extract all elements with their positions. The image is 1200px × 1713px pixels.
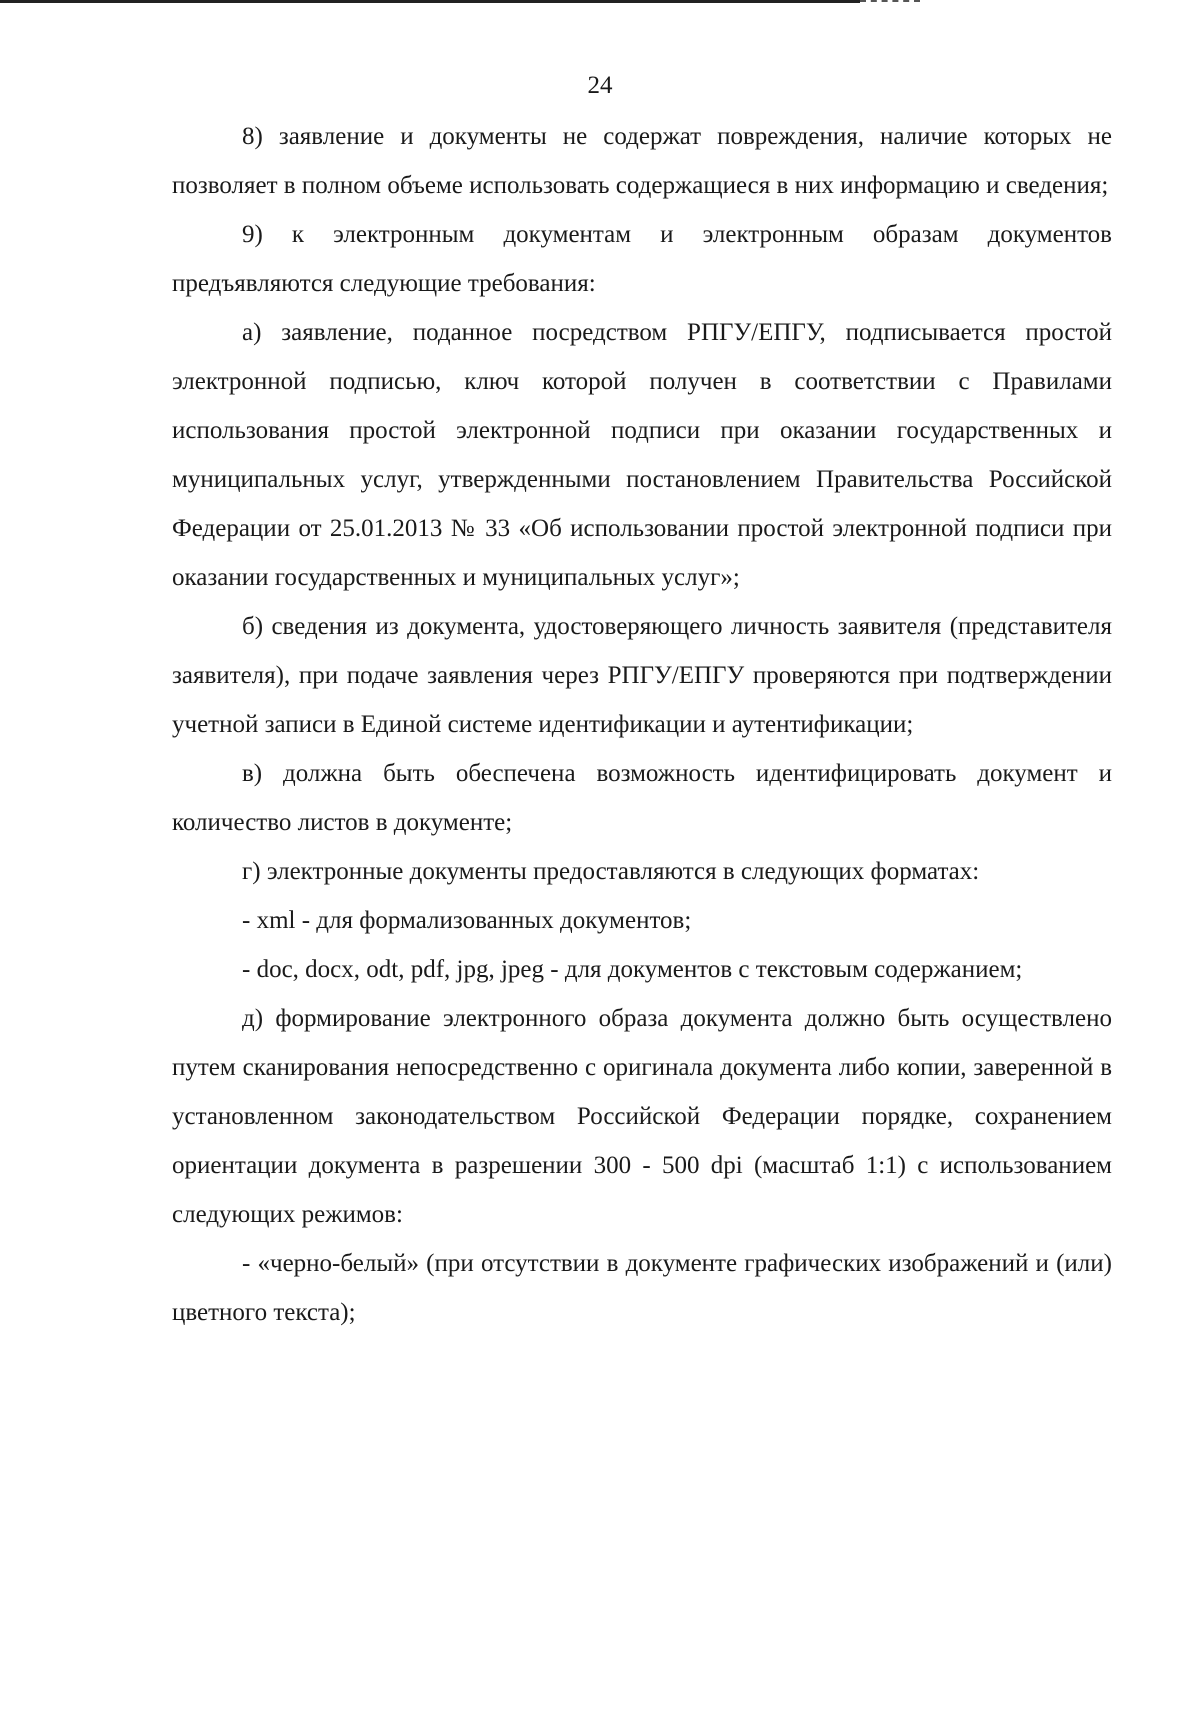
paragraph-subitem-d: д) формирование электронного образа документа должно быть осуществлено путем сканирования непосредственно с оригинала документа либо копии, заверенной в установленном законодательством Российской Федерации порядке, сохранением ориентации документа в разрешении 300 - 500 dpi (масштаб 1:1) с использованием следующих режимов: bbox=[172, 1005, 1112, 1228]
paragraph-format-text: - doc, docx, odt, pdf, jpg, jpeg - для документов с текстовым содержанием; bbox=[242, 956, 1023, 983]
top-border-dashes bbox=[860, 0, 920, 2]
paragraph-subitem-g: г) электронные документы предоставляются в следующих форматах: bbox=[242, 858, 980, 885]
paragraph-item-9: 9) к электронным документам и электронным образам документов предъявляются следующие требования: bbox=[172, 221, 1112, 297]
paragraph-item-8: 8) заявление и документы не содержат повреждения, наличие которых не позволяет в полном объеме использовать содержащиеся в них информацию и сведения; bbox=[172, 123, 1112, 199]
paragraph-subitem-a: а) заявление, поданное посредством РПГУ/ЕПГУ, подписывается простой электронной подписью, ключ которой получен в соответствии с Правилами использования простой электронной подписи при оказании государственных и муниципальных услуг, утвержденными постановлением Правительства Российской Федерации от 25.01.2013 № 33 «Об использовании простой электронной подписи при оказании государственных и муниципальных услуг»; bbox=[172, 319, 1112, 591]
paragraph-mode-bw: - «черно-белый» (при отсутствии в документе графических изображений и (или) цветного текста); bbox=[172, 1250, 1112, 1326]
paragraph-format-xml: - xml - для формализованных документов; bbox=[242, 907, 692, 934]
page-number: 24 bbox=[587, 72, 613, 99]
paragraph-subitem-v: в) должна быть обеспечена возможность идентифицировать документ и количество листов в документе; bbox=[172, 760, 1112, 836]
top-border-line bbox=[0, 0, 860, 3]
paragraph-subitem-b: б) сведения из документа, удостоверяющего личность заявителя (представителя заявителя), при подаче заявления через РПГУ/ЕПГУ проверяются при подтверждении учетной записи в Единой системе идентификации и аутентификации; bbox=[172, 613, 1112, 738]
document-body bbox=[172, 112, 1112, 1337]
